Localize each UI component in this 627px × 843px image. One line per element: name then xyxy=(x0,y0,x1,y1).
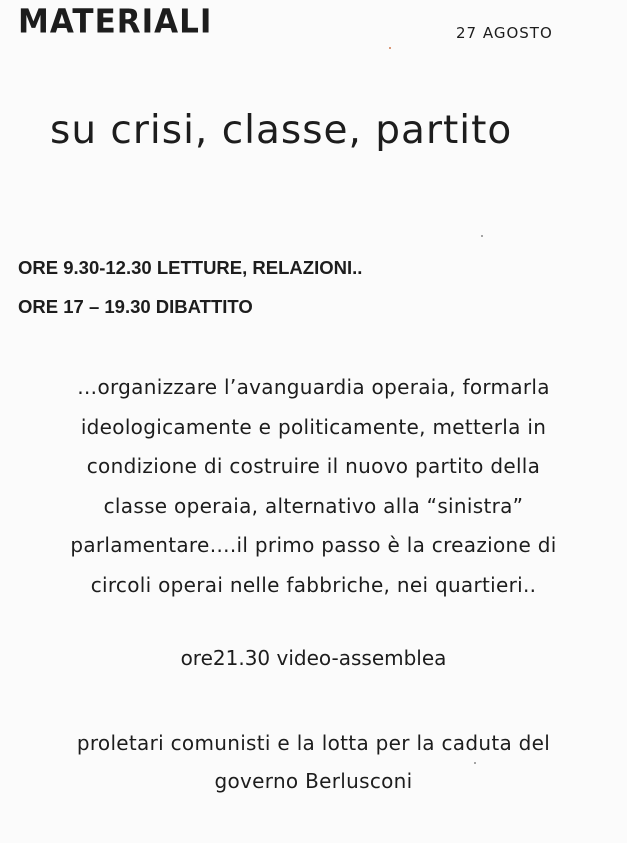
scan-speck xyxy=(474,762,476,764)
quote-block xyxy=(20,368,607,605)
closing-line: governo Berlusconi xyxy=(214,769,413,793)
quote-line: parlamentare….il primo passo è la creazione di xyxy=(70,533,557,557)
schedule-afternoon: ORE 17 – 19.30 DIBATTITO xyxy=(18,296,253,317)
quote-line: condizione di costruire il nuovo partito della xyxy=(86,454,541,478)
closing-block xyxy=(20,724,607,800)
schedule-morning: ORE 9.30-12.30 LETTURE, RELAZIONI.. xyxy=(18,257,363,278)
quote-line: circoli operai nelle fabbriche, nei quartieri.. xyxy=(90,572,537,597)
evening-session: ore21.30 video-assemblea xyxy=(180,646,447,670)
quote-line: …organizzare l’avanguardia operaia, formarla xyxy=(77,375,550,399)
event-date: 27 AGOSTO xyxy=(456,24,553,42)
quote-line: classe operaia, alternativo alla “sinistra” xyxy=(103,493,524,518)
scan-speck xyxy=(389,47,391,49)
quote-line: ideologicamente e politicamente, metterla in xyxy=(80,414,547,439)
scan-speck xyxy=(481,235,483,237)
subtitle: su crisi, classe, partito xyxy=(50,108,513,153)
header-title: MATERIALI xyxy=(18,3,213,41)
closing-line: proletari comunisti e la lotta per la caduta del xyxy=(76,731,551,755)
